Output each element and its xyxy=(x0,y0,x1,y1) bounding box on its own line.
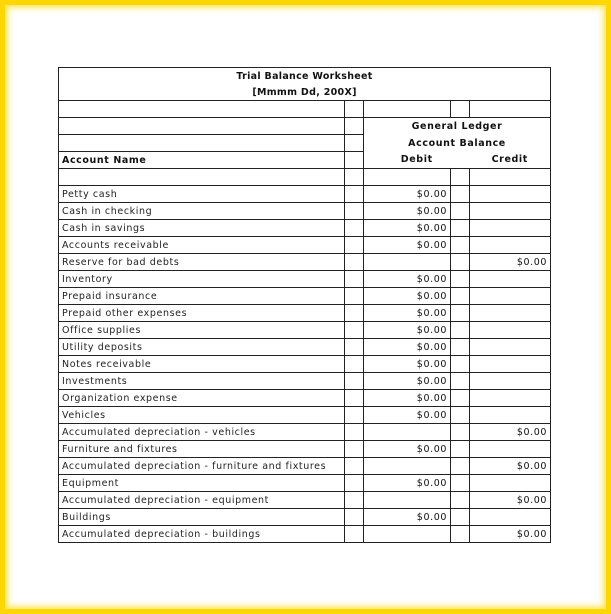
credit-cell xyxy=(470,220,551,237)
spacer-cell xyxy=(451,390,470,407)
account-name-cell: Prepaid other expenses xyxy=(59,305,345,322)
spacer-cell xyxy=(451,475,470,492)
spacer-cell xyxy=(345,220,364,237)
account-name-cell: Vehicles xyxy=(59,407,345,424)
table-row xyxy=(59,458,551,475)
account-name-cell: Investments xyxy=(59,373,345,390)
credit-cell xyxy=(470,509,551,526)
worksheet-table xyxy=(58,67,551,543)
spacer-cell xyxy=(451,441,470,458)
credit-cell: $0.00 xyxy=(470,526,551,543)
account-name-cell: Accumulated depreciation - furniture and fixtures xyxy=(59,458,345,475)
credit-cell xyxy=(470,237,551,254)
spacer-cell xyxy=(345,339,364,356)
header-row-3 xyxy=(59,152,551,169)
table-row xyxy=(59,305,551,322)
debit-cell: $0.00 xyxy=(364,322,451,339)
debit-cell: $0.00 xyxy=(364,305,451,322)
spacer-cell xyxy=(451,356,470,373)
header-row-2 xyxy=(59,135,551,152)
spacer-cell xyxy=(451,288,470,305)
credit-cell xyxy=(470,475,551,492)
debit-cell xyxy=(364,526,451,543)
spacer-cell xyxy=(345,237,364,254)
worksheet-title: Trial Balance Worksheet xyxy=(59,68,551,85)
spacer-cell xyxy=(345,441,364,458)
debit-cell: $0.00 xyxy=(364,441,451,458)
account-name-cell: Buildings xyxy=(59,509,345,526)
credit-cell xyxy=(470,186,551,203)
credit-cell: $0.00 xyxy=(470,492,551,509)
debit-cell: $0.00 xyxy=(364,203,451,220)
spacer-cell xyxy=(345,475,364,492)
debit-cell xyxy=(364,424,451,441)
account-name-cell: Accumulated depreciation - vehicles xyxy=(59,424,345,441)
credit-cell xyxy=(470,271,551,288)
table-row xyxy=(59,509,551,526)
account-name-cell: Petty cash xyxy=(59,186,345,203)
spacer-cell xyxy=(345,373,364,390)
account-name-cell: Utility deposits xyxy=(59,339,345,356)
table-row xyxy=(59,220,551,237)
spacer-cell xyxy=(451,305,470,322)
table-row xyxy=(59,203,551,220)
spacer-cell xyxy=(451,407,470,424)
account-name-cell: Accounts receivable xyxy=(59,237,345,254)
table-row xyxy=(59,271,551,288)
account-name-header: Account Name xyxy=(59,152,345,169)
debit-cell: $0.00 xyxy=(364,475,451,492)
spacer-cell xyxy=(345,271,364,288)
debit-cell: $0.00 xyxy=(364,509,451,526)
table-row xyxy=(59,288,551,305)
account-name-cell: Inventory xyxy=(59,271,345,288)
account-name-cell: Furniture and fixtures xyxy=(59,441,345,458)
credit-cell xyxy=(470,203,551,220)
account-name-cell: Notes receivable xyxy=(59,356,345,373)
table-row xyxy=(59,441,551,458)
spacer-cell xyxy=(345,390,364,407)
credit-cell xyxy=(470,288,551,305)
account-name-cell: Equipment xyxy=(59,475,345,492)
spacer-cell xyxy=(345,288,364,305)
spacer-cell xyxy=(345,356,364,373)
credit-cell xyxy=(470,339,551,356)
table-row xyxy=(59,492,551,509)
worksheet-date: [Mmmm Dd, 200X] xyxy=(59,84,551,101)
header-row-1 xyxy=(59,118,551,135)
credit-cell xyxy=(470,356,551,373)
spacer-cell xyxy=(345,424,364,441)
table-row xyxy=(59,237,551,254)
credit-cell xyxy=(470,390,551,407)
spacer-cell xyxy=(345,254,364,271)
debit-cell xyxy=(364,458,451,475)
account-name-cell: Cash in checking xyxy=(59,203,345,220)
account-name-cell: Accumulated depreciation - buildings xyxy=(59,526,345,543)
debit-cell: $0.00 xyxy=(364,356,451,373)
spacer-cell xyxy=(451,373,470,390)
debit-cell: $0.00 xyxy=(364,186,451,203)
table-row xyxy=(59,186,551,203)
table-row xyxy=(59,475,551,492)
debit-cell: $0.00 xyxy=(364,407,451,424)
spacer-cell xyxy=(345,526,364,543)
spacer-cell xyxy=(451,339,470,356)
credit-cell: $0.00 xyxy=(470,458,551,475)
account-name-cell: Cash in savings xyxy=(59,220,345,237)
table-row xyxy=(59,424,551,441)
debit-cell: $0.00 xyxy=(364,390,451,407)
spacer-cell xyxy=(451,186,470,203)
ledger-header-line1: General Ledger xyxy=(364,118,551,135)
table-row xyxy=(59,339,551,356)
debit-cell: $0.00 xyxy=(364,271,451,288)
credit-cell: $0.00 xyxy=(470,254,551,271)
account-name-cell: Office supplies xyxy=(59,322,345,339)
spacer-cell xyxy=(451,203,470,220)
table-row xyxy=(59,322,551,339)
credit-cell xyxy=(470,407,551,424)
credit-cell xyxy=(470,322,551,339)
spacer-row xyxy=(59,169,551,186)
debit-header: Debit xyxy=(364,152,470,169)
debit-cell xyxy=(364,492,451,509)
spacer-cell xyxy=(345,407,364,424)
spacer-cell xyxy=(451,492,470,509)
spacer-cell xyxy=(451,322,470,339)
table-row xyxy=(59,373,551,390)
debit-cell: $0.00 xyxy=(364,237,451,254)
debit-cell xyxy=(364,254,451,271)
account-name-cell: Prepaid insurance xyxy=(59,288,345,305)
credit-cell: $0.00 xyxy=(470,424,551,441)
debit-cell: $0.00 xyxy=(364,288,451,305)
trial-balance-worksheet xyxy=(58,67,550,543)
credit-cell xyxy=(470,441,551,458)
spacer-cell xyxy=(345,492,364,509)
table-row xyxy=(59,390,551,407)
spacer-cell xyxy=(451,220,470,237)
spacer-cell xyxy=(345,322,364,339)
spacer-cell xyxy=(345,186,364,203)
debit-cell: $0.00 xyxy=(364,220,451,237)
credit-cell xyxy=(470,305,551,322)
spacer-cell xyxy=(451,458,470,475)
spacer-cell xyxy=(345,509,364,526)
ledger-header-line2: Account Balance xyxy=(364,135,551,152)
account-name-cell: Organization expense xyxy=(59,390,345,407)
table-row xyxy=(59,254,551,271)
table-row xyxy=(59,526,551,543)
spacer-cell xyxy=(345,203,364,220)
table-row xyxy=(59,407,551,424)
debit-cell: $0.00 xyxy=(364,373,451,390)
account-name-cell: Accumulated depreciation - equipment xyxy=(59,492,345,509)
spacer-cell xyxy=(451,509,470,526)
spacer-cell xyxy=(345,458,364,475)
table-row xyxy=(59,356,551,373)
spacer-cell xyxy=(451,424,470,441)
spacer-row xyxy=(59,101,551,118)
debit-cell: $0.00 xyxy=(364,339,451,356)
spacer-cell xyxy=(451,254,470,271)
credit-header: Credit xyxy=(470,152,551,169)
spacer-cell xyxy=(451,526,470,543)
account-name-cell: Reserve for bad debts xyxy=(59,254,345,271)
credit-cell xyxy=(470,373,551,390)
spacer-cell xyxy=(451,237,470,254)
spacer-cell xyxy=(451,271,470,288)
spacer-cell xyxy=(345,305,364,322)
